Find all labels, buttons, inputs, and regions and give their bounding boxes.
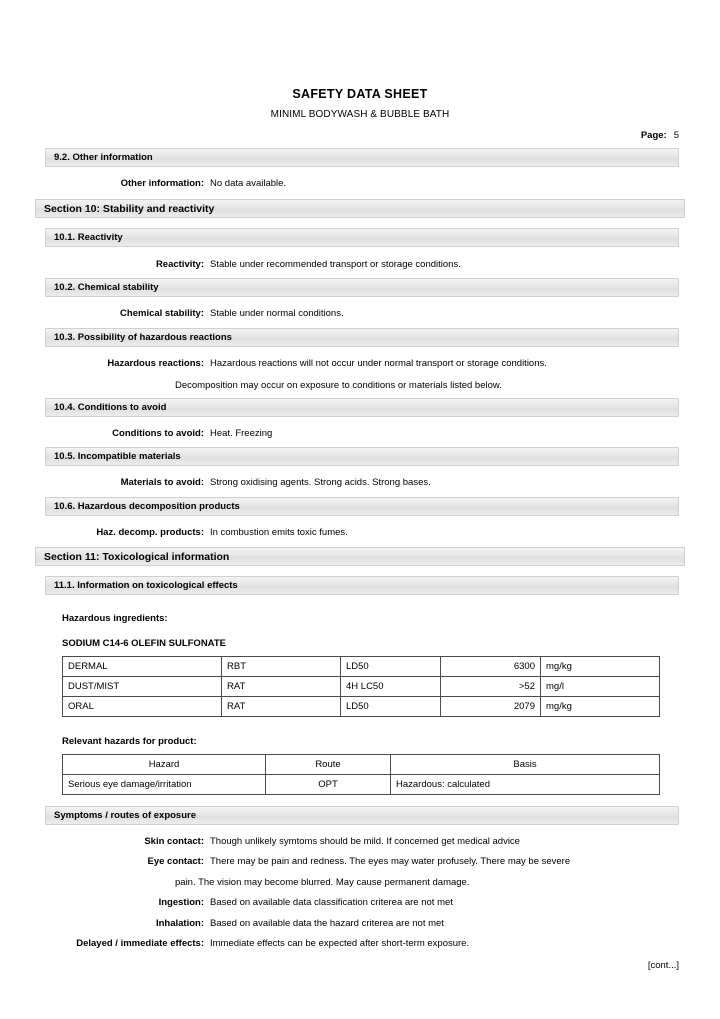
section-bar-9-2: 9.2. Other information [45,148,679,167]
table-row [63,677,660,697]
section-bar-10-4: 10.4. Conditions to avoid [45,398,679,417]
document-title: SAFETY DATA SHEET [292,87,428,101]
section-bar-10-6: 10.6. Hazardous decomposition products [45,497,679,516]
header-route: Route [266,755,391,775]
value-skin-contact: Though unlikely symtoms should be mild. If concerned get medical advice [210,836,520,847]
value-delayed-immediate-effects: Immediate effects can be expected after short-term exposure. [210,938,470,949]
value-other-information: No data available. [210,178,287,189]
cell-species: RAT [222,697,341,717]
hazardous-ingredients-heading: Hazardous ingredients: [62,613,168,624]
relevant-hazards-heading: Relevant hazards for product: [62,736,197,747]
value-haz-decomp-products: In combustion emits toxic fumes. [210,527,348,538]
cell-route: DUST/MIST [63,677,222,697]
section-bar-10: Section 10: Stability and reactivity [35,199,685,218]
cell-value: >52 [441,677,541,697]
value-eye-contact-line2: pain. The vision may become blurred. May cause permanent damage. [175,877,470,888]
section-bar-10-1: 10.1. Reactivity [45,228,679,247]
cell-route: ORAL [63,697,222,717]
cell-species: RAT [222,677,341,697]
section-bar-11: Section 11: Toxicological information [35,547,685,566]
toxicity-table [62,656,660,717]
cell-value: 2079 [441,697,541,717]
relevant-hazards-table-body [63,775,660,795]
value-inhalation: Based on available data the hazard criterea are not met [210,918,444,929]
cell-value: 6300 [441,657,541,677]
cell-unit: mg/l [541,677,660,697]
cell-route: OPT [266,775,391,795]
table-row [63,775,660,795]
value-ingestion: Based on available data classification criterea are not met [210,897,453,908]
label-conditions-to-avoid: Conditions to avoid: [112,428,204,439]
label-ingestion: Ingestion: [158,897,204,908]
label-materials-to-avoid: Materials to avoid: [120,477,204,488]
label-inhalation: Inhalation: [155,918,204,929]
header-basis: Basis [391,755,660,775]
label-chemical-stability: Chemical stability: [120,308,204,319]
value-conditions-to-avoid: Heat. Freezing [210,428,273,439]
cell-route: DERMAL [63,657,222,677]
page-number-label: Page: [640,130,667,141]
label-reactivity: Reactivity: [155,259,204,270]
label-other-information: Other information: [120,178,204,189]
label-skin-contact: Skin contact: [144,836,204,847]
value-chemical-stability: Stable under normal conditions. [210,308,344,319]
label-eye-contact: Eye contact: [147,856,204,867]
relevant-hazards-table [62,754,660,795]
relevant-hazards-table-head [63,755,660,775]
cell-basis: Hazardous: calculated [391,775,660,795]
label-hazardous-reactions: Hazardous reactions: [107,358,204,369]
cell-species: RBT [222,657,341,677]
table-row [63,697,660,717]
table-row [63,657,660,677]
product-name: MINIML BODYWASH & BUBBLE BATH [270,109,450,120]
section-bar-11-1: 11.1. Information on toxicological effects [45,576,679,595]
value-hazardous-reactions: Hazardous reactions will not occur under normal transport or storage conditions. [210,358,547,369]
footer-continued: [cont...] [647,960,679,971]
section-bar-10-2: 10.2. Chemical stability [45,278,679,297]
section-bar-10-5: 10.5. Incompatible materials [45,447,679,466]
cell-unit: mg/kg [541,657,660,677]
cell-test: LD50 [341,697,441,717]
cell-test: 4H LC50 [341,677,441,697]
value-reactivity: Stable under recommended transport or storage conditions. [210,259,461,270]
value-eye-contact: There may be pain and redness. The eyes may water profusely. There may be severe [210,856,571,867]
cell-hazard: Serious eye damage/irritation [63,775,266,795]
page-number [641,130,679,141]
section-bar-10-3: 10.3. Possibility of hazardous reactions [45,328,679,347]
cell-unit: mg/kg [541,697,660,717]
label-delayed-immediate-effects: Delayed / immediate effects: [76,938,204,949]
value-materials-to-avoid: Strong oxidising agents. Strong acids. Strong bases. [210,477,431,488]
cell-test: LD50 [341,657,441,677]
header-hazard: Hazard [63,755,266,775]
section-bar-symptoms: Symptoms / routes of exposure [45,806,679,825]
toxicity-table-body [63,657,660,717]
value-hazardous-reactions-line2: Decomposition may occur on exposure to conditions or materials listed below. [175,380,502,391]
table-header-row [63,755,660,775]
page-number-value: 5 [673,130,679,141]
label-haz-decomp-products: Haz. decomp. products: [96,527,204,538]
ingredient-name: SODIUM C14-6 OLEFIN SULFONATE [62,638,226,649]
